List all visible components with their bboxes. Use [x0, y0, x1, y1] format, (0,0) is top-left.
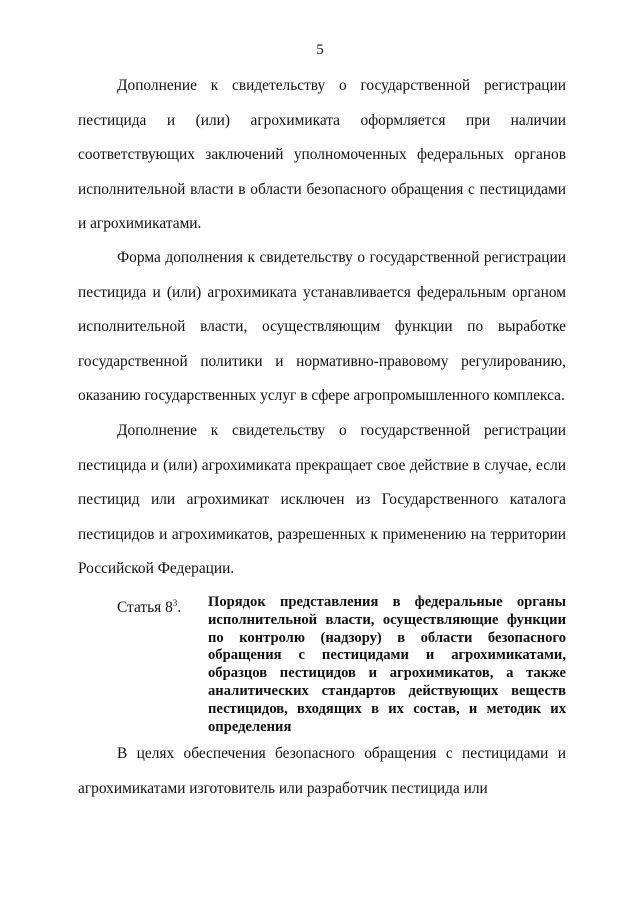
paragraph-article-body: В целях обеспечения безопасного обращения с пестицидами и агрохимикатами изготовитель или разработчик пестицида или: [78, 745, 566, 797]
article-title: Порядок представления в федеральные органы исполнительной власти, осуществляющие функции по контролю (надзору) в области безопасного обращения с пестицидами и агрохимикатами, образцов пестицидов и агрохимикатов, а также аналитических стандартов действующих веществ пестицидов, входящих в их состав, и методик их определения: [208, 594, 566, 735]
article-label-suffix: .: [177, 599, 182, 616]
paragraph-supplement-issuance: Дополнение к свидетельству о государственной регистрации пестицида и (или) агрохимиката оформляется при наличии соответствующих заключений уполномоченных федеральных органов исполнительной власти в области безопасного обращения с пестицидами и агрохимикатами.: [78, 77, 566, 233]
paragraph-supplement-form: Форма дополнения к свидетельству о государственной регистрации пестицида и (или) агрохимиката устанавливается федеральным органом исполнительной власти, осуществляющим функции по выработке государственной политики и нормативно-правовому регулированию, оказанию государственных услуг в сфере агропромышленного комплекса.: [78, 249, 566, 405]
page-number: 5: [316, 42, 324, 58]
article-label: [117, 594, 181, 617]
article-label-text: Статья 8: [117, 599, 173, 616]
article-label-superscript: 3: [172, 598, 178, 608]
paragraph-supplement-termination: Дополнение к свидетельству о государственной регистрации пестицида и (или) агрохимиката прекращает свое действие в случае, если пестицид или агрохимикат исключен из Государственного каталога пестицидов и агрохимикатов, разрешенных к применению на территории Российской Федерации.: [78, 422, 566, 578]
